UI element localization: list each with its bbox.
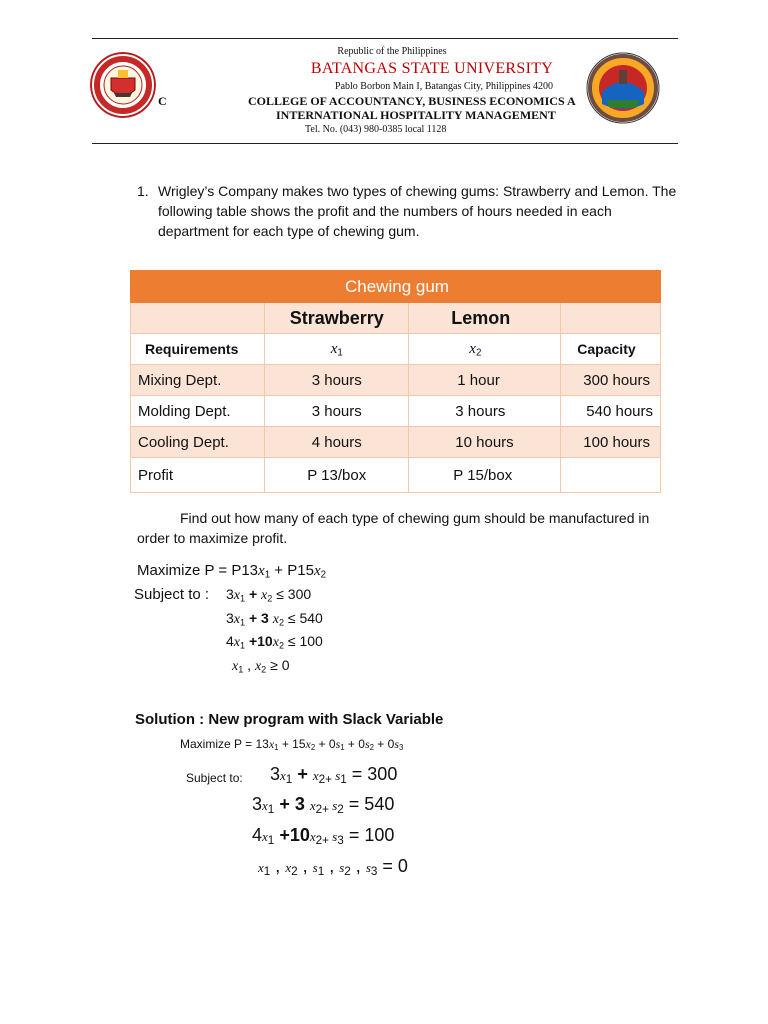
row-strawberry: 4 hours xyxy=(265,427,409,458)
header-college-line2: INTERNATIONAL HOSPITALITY MANAGEMENT xyxy=(276,108,556,122)
table-title: Chewing gum xyxy=(131,271,661,303)
header-tel: Tel. No. (043) 980-0385 local 1128 xyxy=(305,124,447,135)
row-dept: Cooling Dept. xyxy=(131,427,265,458)
row-capacity: 540 hours xyxy=(561,396,661,427)
row-dept: Mixing Dept. xyxy=(131,365,265,396)
problem-line-1: Wrigley’s Company makes two types of chewing gums: Strawberry and Lemon. The xyxy=(158,183,677,199)
row-capacity: 300 hours xyxy=(561,365,661,396)
constraint-3: $4x_1 +10x_2 \le 100$ xyxy=(226,633,323,651)
row-lemon: P 15/box xyxy=(409,458,561,493)
capacity-label: Capacity xyxy=(561,334,661,365)
col-strawberry: Strawberry xyxy=(265,303,409,334)
problem-line-2: following table shows the profit and the numbers of hours needed in each xyxy=(158,203,612,219)
problem-line-3: department for each type of chewing gum. xyxy=(158,223,420,239)
table-row xyxy=(131,458,661,493)
slack-nonnegativity: $x_1$ , $x_2$ , $s_1$ , $s_2$ , $s_3 = 0$ xyxy=(258,856,408,878)
row-lemon: 1 hour xyxy=(409,365,561,396)
slack-objective: Maximize $P = 13x_1 + 15x_2 + 0s_1 + 0s_2 + 0s_3$ xyxy=(180,737,404,752)
table-row xyxy=(131,427,661,458)
subject-to-label: Subject to : xyxy=(134,586,210,603)
table-title-row xyxy=(131,271,661,303)
x1-header: $x_1$ xyxy=(265,334,409,365)
row-strawberry: 3 hours xyxy=(265,396,409,427)
header-university: BATANGAS STATE UNIVERSITY xyxy=(310,60,554,77)
table-row xyxy=(131,334,661,365)
slack-constraint-1: $3x_1 + x_{2+}$ $s_1 = 300$ xyxy=(270,764,398,786)
header-republic: Republic of the Philippines xyxy=(337,46,447,57)
nonnegativity: $x_1$ , $x_2 \ge 0$ xyxy=(232,657,290,675)
constraint-1: $3x_1 + x_2 \le 300$ xyxy=(226,586,312,604)
header-college: COLLEGE OF ACCOUNTANCY, BUSINESS ECONOMICS A xyxy=(248,94,576,108)
table-row xyxy=(131,396,661,427)
requirements-label: Requirements xyxy=(131,334,265,365)
row-capacity xyxy=(561,458,661,493)
slack-constraint-2: $3x_1 + 3$ $x_{2+}$ $s_2 = 540$ xyxy=(252,794,395,816)
header-top-rule xyxy=(92,38,678,39)
row-lemon: 10 hours xyxy=(409,427,561,458)
solution-subject-to-label: Subject to: xyxy=(186,771,243,785)
row-lemon: 3 hours xyxy=(409,396,561,427)
row-capacity: 100 hours xyxy=(561,427,661,458)
row-strawberry: 3 hours xyxy=(265,365,409,396)
solution-heading: Solution : New program with Slack Variable xyxy=(135,711,444,728)
left-letter: C xyxy=(158,94,167,108)
problem-number: 1. xyxy=(137,183,149,199)
chewing-gum-table xyxy=(130,270,661,493)
row-dept: Molding Dept. xyxy=(131,396,265,427)
objective-function: Maximize $P = P13x_1 + P15x_2$ xyxy=(137,562,327,581)
table-row xyxy=(131,303,661,334)
row-dept: Profit xyxy=(131,458,265,493)
header-address: Pablo Borbon Main I, Batangas City, Philippines 4200 xyxy=(335,81,553,92)
col-lemon: Lemon xyxy=(409,303,561,334)
question-line-2: order to maximize profit. xyxy=(137,530,288,546)
row-strawberry: P 13/box xyxy=(265,458,409,493)
question-line-1: Find out how many of each type of chewing gum should be manufactured in xyxy=(180,510,650,526)
header-bottom-rule xyxy=(92,143,678,144)
constraint-2: $3x_1 + 3$ $x_2 \le 540$ xyxy=(226,610,323,628)
x2-header: $x_2$ xyxy=(409,334,561,365)
slack-constraint-3: $4x_1 +10x_{2+}$ $s_3 = 100$ xyxy=(252,825,395,847)
table-row xyxy=(131,365,661,396)
